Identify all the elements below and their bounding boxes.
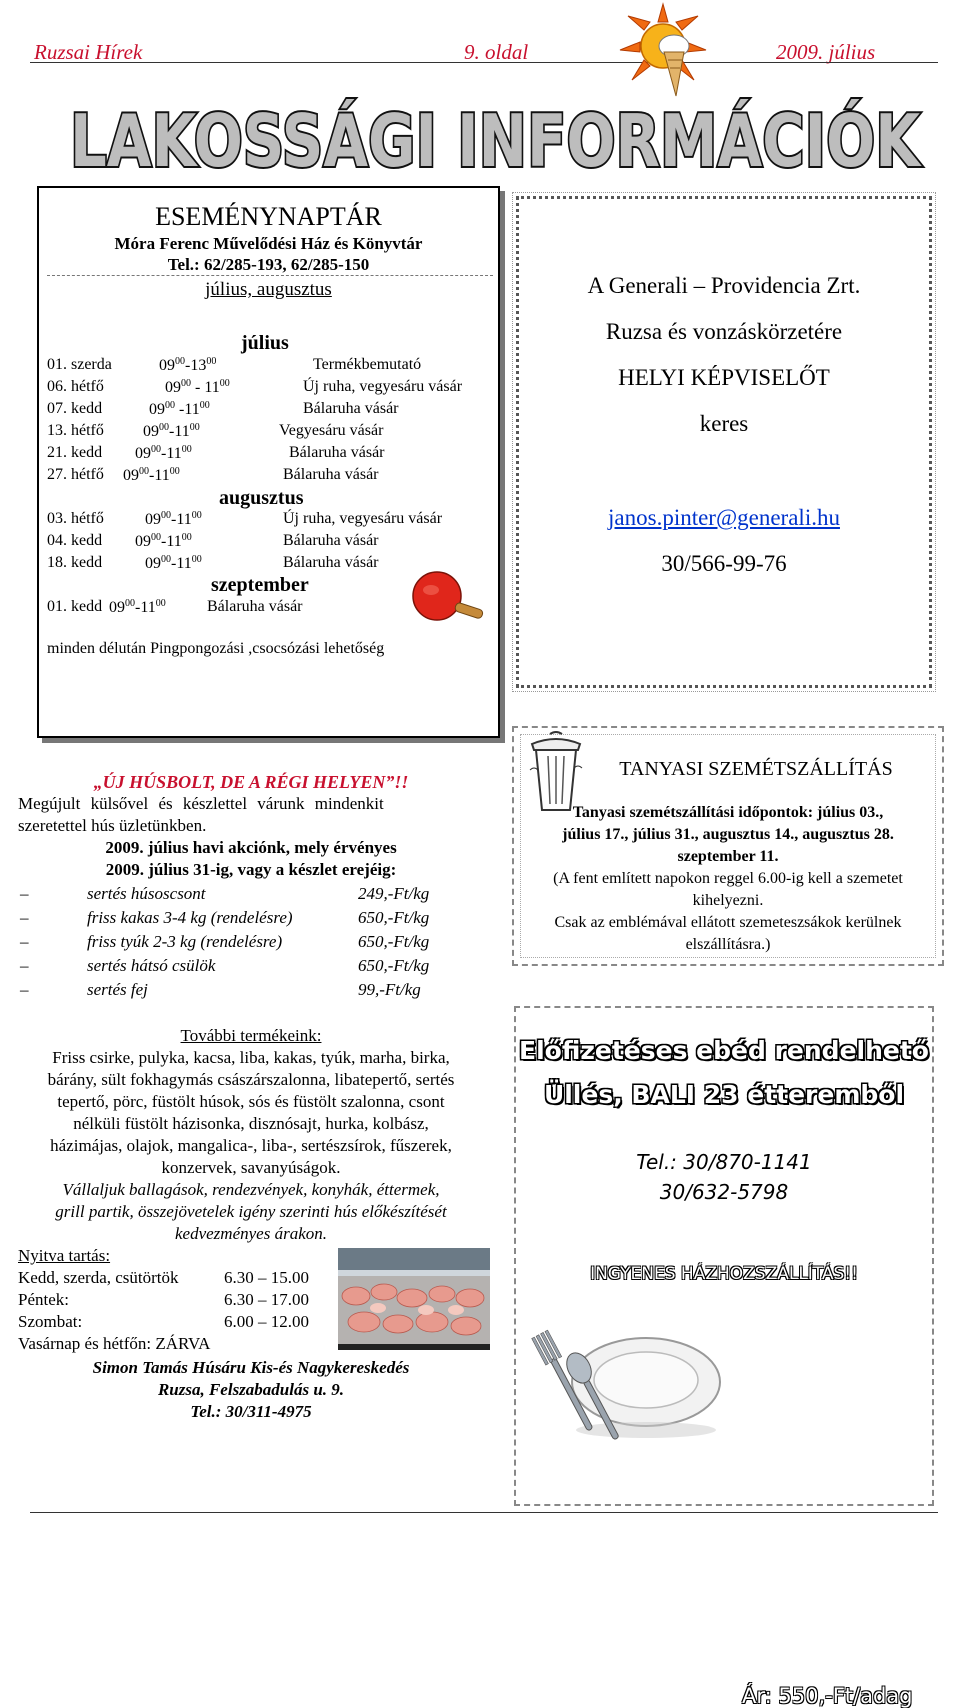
waste-line: Tanyasi szemétszállítási időpontok: július 03., [572, 804, 884, 821]
waste-title: TANYASI SZEMÉTSZÁLLÍTÁS [619, 758, 893, 780]
shop-headline: „ÚJ HÚSBOLT, DE A RÉGI HELYEN”!! [93, 772, 409, 792]
generali-area: Ruzsa és vonzáskörzetére [605, 319, 843, 344]
offer-line: kedvezményes árakon. [175, 1224, 327, 1243]
event-row: 13. hétfő $09^{00}-11^{00}$ Vegyesáru vásár [47, 422, 384, 440]
lunch-restaurant: Üllés, BALI 23 étteremből [543, 1080, 905, 1109]
more-products-line: bárány, sült fokhagymás császárszalonna, libatepertő, sertés [47, 1070, 455, 1089]
event-row: 21. kedd $09^{00}-11^{00}$ Bálaruha vásár [47, 444, 385, 462]
lunch-subscription-box [514, 1006, 934, 1708]
lunch-price: Ár: 550,-Ft/adag [742, 1684, 913, 1708]
more-products-line: konzervek, savanyúságok. [161, 1158, 341, 1177]
event-row: 03. hétfő $09^{00}-11^{00}$ Új ruha, vegyesáru vásár [47, 510, 443, 528]
dashed-divider [47, 275, 493, 276]
price-row: – sertés húsoscsont 249,-Ft/kg [20, 884, 430, 903]
waste-line: július 17., július 31., augusztus 14., augusztus 28. [562, 826, 894, 843]
closed-days: Vasárnap és hétfőn: ZÁRVA [18, 1334, 211, 1353]
waste-line: Csak az emblémával ellátott szemeteszsákok kerülnek [554, 914, 902, 931]
lunch-phone: 30/632-5798 [659, 1180, 789, 1204]
hours-title: Nyitva tartás: [18, 1246, 111, 1265]
sun-icecream-icon [618, 2, 708, 102]
waste-line: szeptember 11. [677, 848, 779, 865]
meat-counter-photo [338, 1248, 490, 1350]
footer-rule [30, 1512, 938, 1513]
more-products-line: nélküli füstölt házisonka, disznósajt, hurka, kolbász, [73, 1114, 429, 1133]
price-row: – friss tyúk 2-3 kg (rendelésre) 650,-Ft/kg [20, 932, 430, 951]
more-products-line: tepertő, pörc, füstölt húsok, sós és füstölt szalonna, csont [57, 1092, 445, 1111]
waste-line: kihelyezni. [692, 892, 764, 909]
shop-phone: Tel.: 30/311-4975 [190, 1402, 312, 1421]
ping-pong-paddle-icon [409, 566, 489, 628]
price-row: – sertés fej 99,-Ft/kg [20, 980, 421, 999]
offer-line: Vállaljuk ballagások, rendezvények, konyhák, éttermek, [62, 1180, 440, 1199]
event-phone: Tel.: 62/285-193, 62/285-150 [167, 255, 370, 274]
event-calendar-title: ESEMÉNYNAPTÁR [155, 202, 382, 231]
generali-phone: 30/566-99-76 [661, 551, 787, 576]
more-products-line: házimájas, olajok, mangalica-, liba-, sertészsírok, fűszerek, [50, 1136, 452, 1155]
banner-title-text: LAKOSSÁGI INFORMÁCIÓK [70, 99, 922, 180]
shop-promo-line: 2009. július havi akciónk, mely érvényes [105, 838, 397, 857]
generali-ad-box [516, 196, 932, 688]
generali-company: A Generali – Providencia Zrt. [587, 273, 861, 298]
event-row: 01. kedd $09^{00}-11^{00}$ Bálaruha vásár [47, 598, 303, 616]
generali-email-link[interactable]: janos.pinter@generali.hu [608, 505, 840, 530]
header-rule [30, 62, 938, 63]
event-row: 01. szerda $09^{00}-13^{00}$ Termékbemutató [47, 356, 422, 374]
month-heading: augusztus [219, 487, 304, 509]
lunch-phone: Tel.: 30/870-1141 [636, 1150, 812, 1174]
price-row: – friss kakas 3-4 kg (rendelésre) 650,-Ft/kg [20, 908, 430, 927]
event-calendar-box [37, 186, 500, 738]
shop-promo-line: 2009. július 31-ig, vagy a készlet erejéig: [105, 860, 397, 879]
generali-verb: keres [699, 411, 749, 436]
waste-line: (A fent említett napokon reggel 6.00-ig kell a szemetet [553, 870, 903, 887]
event-row: 27. hétfő $09^{00}-11^{00}$ Bálaruha vásár [47, 466, 379, 484]
event-row: 06. hétfő $09^{00} - 11^{00}$ Új ruha, vegyesáru vásár [47, 378, 463, 396]
event-footer-note: minden délután Pingpongozási ,csocsózási lehetőség [47, 640, 385, 657]
event-row: 04. kedd $09^{00}-11^{00}$ Bálaruha vásár [47, 532, 379, 550]
generali-role: HELYI KÉPVISELŐT [618, 365, 830, 390]
issue-date: 2009. július [776, 40, 876, 64]
plate-cutlery-icon [524, 1298, 734, 1448]
hours-row: Kedd, szerda, csütörtök 6.30 – 15.00 [18, 1268, 309, 1287]
shop-intro-line: szeretettel hús üzletünkben. [18, 816, 207, 835]
offer-line: grill partik, összejövetelek igény szerinti hús előkészítését [55, 1202, 447, 1221]
waste-line: elszállításra.) [685, 936, 771, 953]
hours-row: Péntek: 6.30 – 17.00 [18, 1290, 309, 1309]
event-organizer: Móra Ferenc Művelődési Ház és Könyvtár [114, 234, 423, 253]
lunch-headline: Előfizetéses ebéd rendelhető [519, 1036, 929, 1065]
month-heading: július [241, 332, 289, 354]
page-number: 9. oldal [464, 40, 529, 64]
free-delivery-label: INGYENES HÁZHOZSZÁLLÍTÁS!! [590, 1264, 858, 1284]
shop-owner: Simon Tamás Húsáru Kis-és Nagykereskedés [92, 1358, 410, 1377]
more-products-title: További termékeink: [180, 1026, 322, 1045]
event-row: 07. kedd $09^{00}$ $-11^{00}$ Bálaruha vásár [47, 400, 399, 418]
month-heading: szeptember [211, 574, 309, 596]
more-products-line: Friss csirke, pulyka, kacsa, liba, kakas, tyúk, marha, birka, [52, 1048, 450, 1067]
banner-title [60, 96, 930, 180]
publication-name: Ruzsai Hírek [34, 40, 143, 64]
price-row: – sertés hátsó csülök 650,-Ft/kg [20, 956, 430, 975]
trash-can-icon [528, 730, 584, 814]
shop-address: Ruzsa, Felszabadulás u. 9. [157, 1380, 345, 1399]
event-period: július, augusztus [205, 279, 332, 300]
hours-row: Szombat: 6.00 – 12.00 [18, 1312, 309, 1331]
event-row: 18. kedd $09^{00}-11^{00}$ Bálaruha vásár [47, 554, 379, 572]
shop-intro-line: Megújult külsővel és készlettel várunk mindenkit [18, 794, 384, 813]
